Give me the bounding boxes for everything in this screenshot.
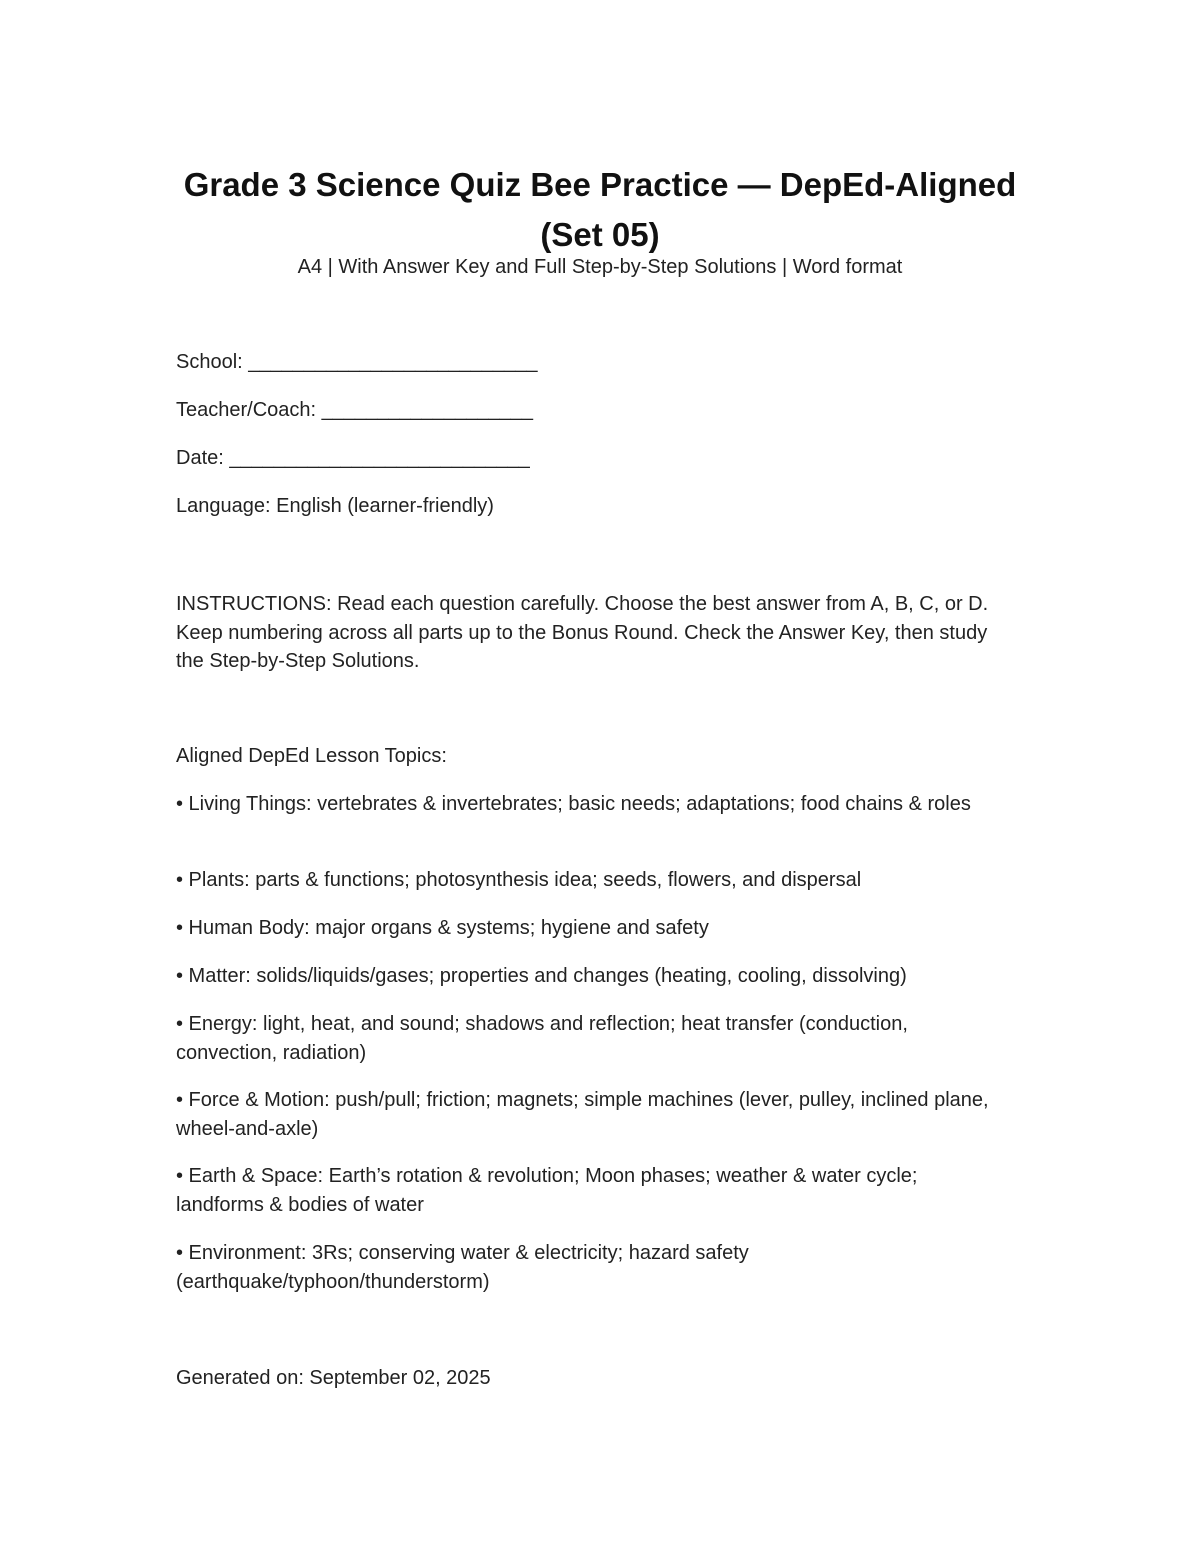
- topics-heading: Aligned DepEd Lesson Topics:: [176, 745, 447, 767]
- topic-item: • Force & Motion: push/pull; friction; magnets; simple machines (lever, pulley, inclined plane, wheel-and-axle): [176, 1089, 989, 1140]
- field-label: Date:: [176, 447, 224, 469]
- teacher-coach-field: [176, 396, 1006, 425]
- field-value: English (learner-friendly): [276, 495, 494, 517]
- language-field: [176, 492, 1006, 521]
- topic-item: • Matter: solids/liquids/gases; properties and changes (heating, cooling, dissolving): [176, 965, 907, 987]
- topic-item: • Human Body: major organs & systems; hygiene and safety: [176, 917, 709, 939]
- topic-item: • Energy: light, heat, and sound; shadows and reflection; heat transfer (conduction, convection, radiation): [176, 1013, 908, 1064]
- school-field: [176, 348, 1006, 377]
- field-label: Language:: [176, 495, 271, 517]
- topic-item: • Environment: 3Rs; conserving water & electricity; hazard safety (earthquake/typhoon/thunderstorm): [176, 1242, 749, 1293]
- topic-item: • Plants: parts & functions; photosynthesis idea; seeds, flowers, and dispersal: [176, 869, 862, 891]
- field-label: School:: [176, 351, 243, 373]
- topic-item: • Living Things: vertebrates & invertebrates; basic needs; adaptations; food chains & roles: [176, 793, 971, 815]
- document-subtitle: A4 | With Answer Key and Full Step-by-Step Solutions | Word format: [297, 256, 903, 278]
- document-title: Grade 3 Science Quiz Bee Practice — DepEd-Aligned (Set 05): [183, 166, 1017, 254]
- date-field: [176, 444, 1006, 473]
- field-label: Teacher/Coach:: [176, 399, 317, 421]
- instructions-paragraph: INSTRUCTIONS: Read each question carefully. Choose the best answer from A, B, C, or D. Keep numbering across all parts up to the Bonus Round. Check the Answer Key, then study the Step-by-Step Solutions.: [176, 593, 989, 672]
- generated-date: Generated on: September 02, 2025: [176, 1367, 491, 1389]
- field-blank: __________________________: [248, 351, 538, 373]
- field-blank: ___________________: [321, 399, 533, 421]
- field-blank: ___________________________: [229, 447, 530, 469]
- topic-item: • Earth & Space: Earth’s rotation & revolution; Moon phases; weather & water cycle; landforms & bodies of water: [176, 1165, 918, 1216]
